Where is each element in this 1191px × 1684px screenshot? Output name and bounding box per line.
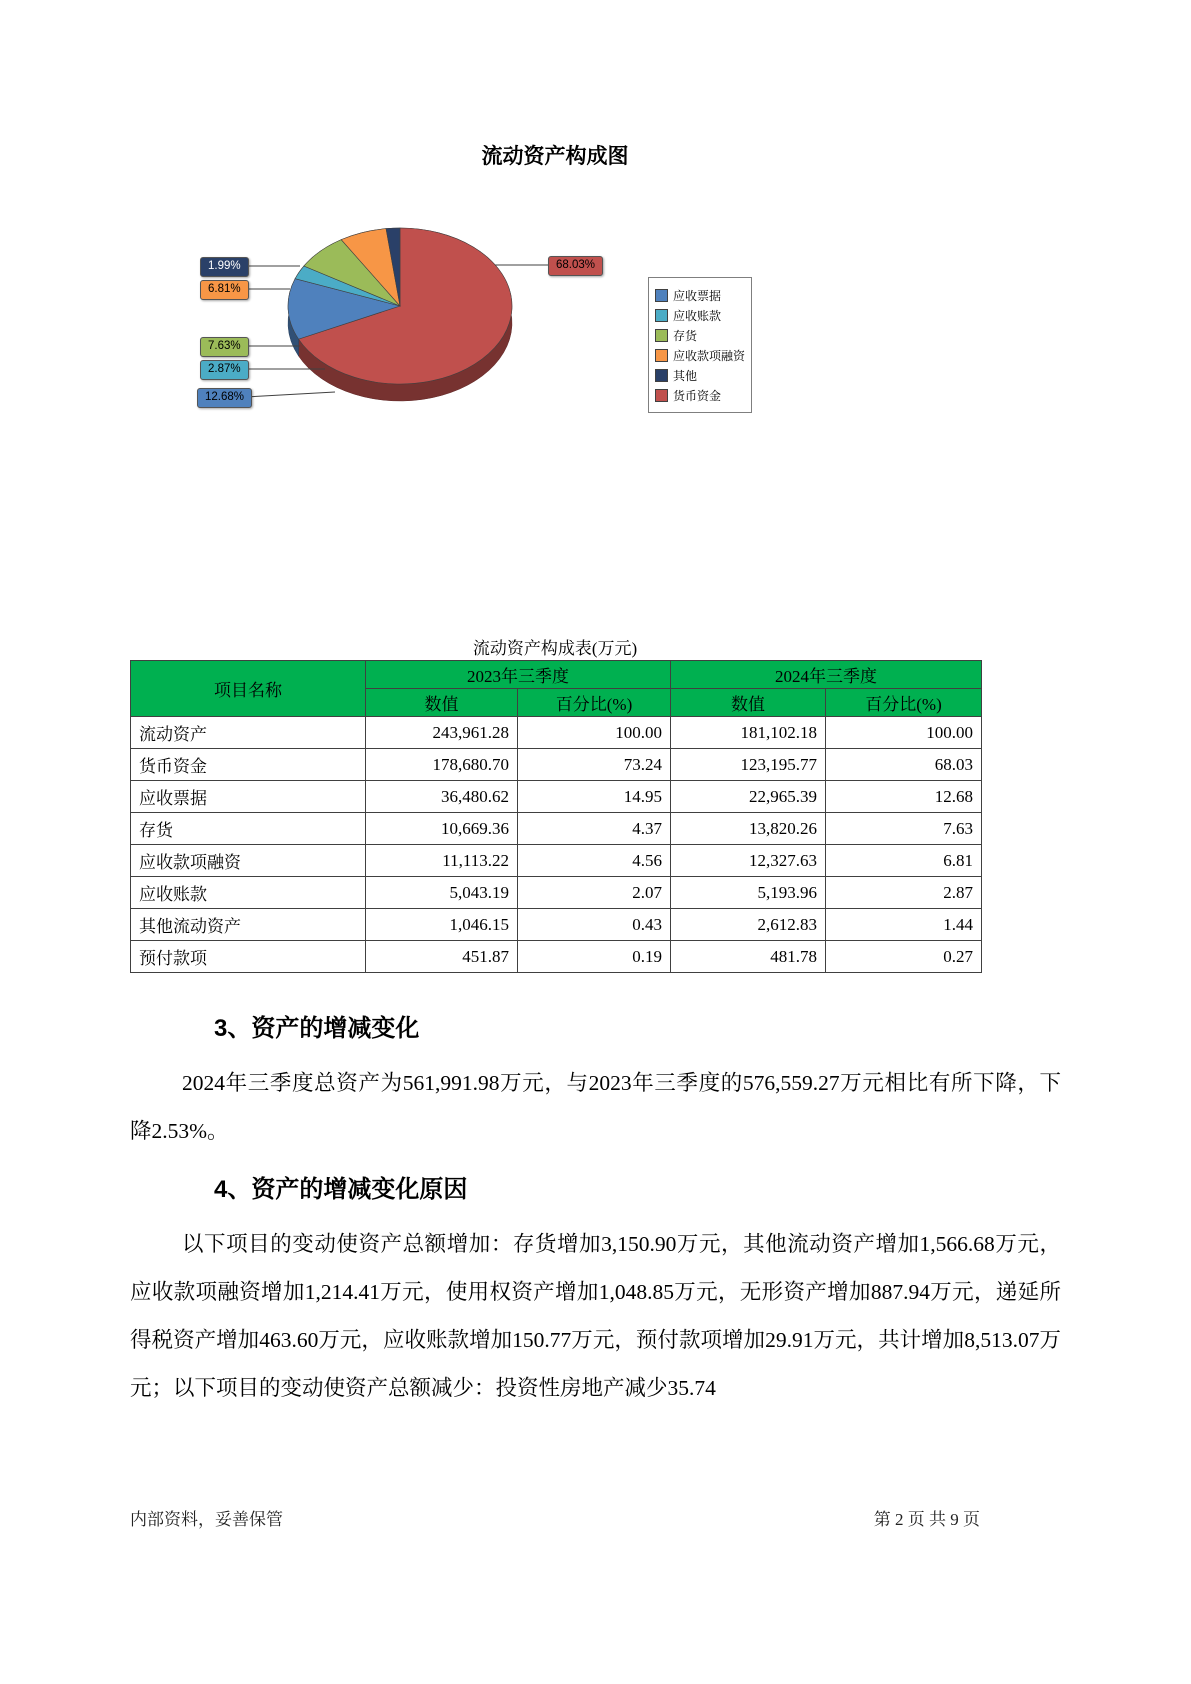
table-cell: 1.44 xyxy=(826,909,982,941)
chart-legend xyxy=(648,277,752,413)
table-cell: 货币资金 xyxy=(131,749,366,781)
table-cell: 4.37 xyxy=(518,813,671,845)
legend-item xyxy=(655,345,745,365)
current-assets-table xyxy=(130,660,982,973)
table-cell: 68.03 xyxy=(826,749,982,781)
table-cell: 100.00 xyxy=(826,717,982,749)
table-header-value-2024: 数值 xyxy=(671,689,826,717)
table-cell: 应收票据 xyxy=(131,781,366,813)
legend-label: 存货 xyxy=(673,328,698,343)
legend-swatch-icon xyxy=(655,389,668,402)
pie-percent-label: 68.03% xyxy=(548,256,603,276)
legend-swatch-icon xyxy=(655,289,668,302)
table-cell: 0.27 xyxy=(826,941,982,973)
document-body xyxy=(130,998,1061,1426)
section-heading-4: 4、资产的增减变化原因 xyxy=(214,1176,468,1203)
table-cell: 应收款项融资 xyxy=(131,845,366,877)
table-cell: 36,480.62 xyxy=(366,781,518,813)
table-cell: 481.78 xyxy=(671,941,826,973)
legend-item xyxy=(655,365,745,385)
legend-label: 应收款项融资 xyxy=(673,348,746,363)
table-cell: 其他流动资产 xyxy=(131,909,366,941)
table-cell: 11,113.22 xyxy=(366,845,518,877)
table-cell: 123,195.77 xyxy=(671,749,826,781)
table-cell: 2,612.83 xyxy=(671,909,826,941)
table-cell: 12,327.63 xyxy=(671,845,826,877)
table-row xyxy=(131,845,982,877)
footer-confidential-note: 内部资料，妥善保管 xyxy=(130,1510,283,1529)
table-row xyxy=(131,877,982,909)
pie-percent-label: 2.87% xyxy=(200,360,249,380)
table-header-item: 项目名称 xyxy=(131,661,366,717)
table-cell: 5,043.19 xyxy=(366,877,518,909)
legend-label: 应收票据 xyxy=(673,288,722,303)
table-cell: 4.56 xyxy=(518,845,671,877)
pie-percent-label: 1.99% xyxy=(200,257,249,277)
footer-page-number: 第 2 页 共 9 页 xyxy=(873,1510,980,1529)
table-cell: 应收账款 xyxy=(131,877,366,909)
table-cell: 5,193.96 xyxy=(671,877,826,909)
table-cell: 存货 xyxy=(131,813,366,845)
section-paragraph-3: 2024年三季度总资产为561,991.98万元，与2023年三季度的576,559.27万元相比有所下降，下降2.53%。 xyxy=(130,1071,1061,1143)
table-row xyxy=(131,813,982,845)
table-row xyxy=(131,717,982,749)
legend-swatch-icon xyxy=(655,349,668,362)
table-header-2023: 2023年三季度 xyxy=(366,661,671,689)
table-cell: 181,102.18 xyxy=(671,717,826,749)
table-row xyxy=(131,749,982,781)
table-cell: 14.95 xyxy=(518,781,671,813)
page-footer xyxy=(130,1505,980,1530)
legend-swatch-icon xyxy=(655,369,668,382)
table-cell: 12.68 xyxy=(826,781,982,813)
table-cell: 100.00 xyxy=(518,717,671,749)
table-cell: 流动资产 xyxy=(131,717,366,749)
table-cell: 22,965.39 xyxy=(671,781,826,813)
table-cell: 243,961.28 xyxy=(366,717,518,749)
pie-percent-label: 7.63% xyxy=(200,337,249,357)
section-paragraph-4: 以下项目的变动使资产总额增加：存货增加3,150.90万元，其他流动资产增加1,566.68万元，应收款项融资增加1,214.41万元，使用权资产增加1,048.85万元，无形资产增加887.94万元，递延所得税资产增加463.60万元，应收账款增加150.77万元，预付款项增加29.91万元，共计增加8,513.07万元；以下项目的变动使资产总额减少：投资性房地产减少35.74 xyxy=(130,1232,1061,1400)
pie-percent-label: 12.68% xyxy=(197,388,252,408)
table-cell: 10,669.36 xyxy=(366,813,518,845)
table-title: 流动资产构成表(万元) xyxy=(472,639,638,658)
table-header-percent-2023: 百分比(%) xyxy=(518,689,671,717)
table-cell: 2.87 xyxy=(826,877,982,909)
legend-item xyxy=(655,385,745,405)
table-cell: 1,046.15 xyxy=(366,909,518,941)
table-cell: 178,680.70 xyxy=(366,749,518,781)
table-cell: 0.43 xyxy=(518,909,671,941)
table-cell: 6.81 xyxy=(826,845,982,877)
table-row xyxy=(131,941,982,973)
table-header-value-2023: 数值 xyxy=(366,689,518,717)
legend-label: 应收账款 xyxy=(673,308,722,323)
chart-title: 流动资产构成图 xyxy=(481,145,629,168)
table-cell: 73.24 xyxy=(518,749,671,781)
table-cell: 13,820.26 xyxy=(671,813,826,845)
table-cell: 预付款项 xyxy=(131,941,366,973)
table-cell: 0.19 xyxy=(518,941,671,973)
legend-swatch-icon xyxy=(655,329,668,342)
table-cell: 2.07 xyxy=(518,877,671,909)
table-row xyxy=(131,781,982,813)
legend-swatch-icon xyxy=(655,309,668,322)
legend-label: 货币资金 xyxy=(673,388,722,403)
table-header-percent-2024: 百分比(%) xyxy=(826,689,982,717)
table-row xyxy=(131,909,982,941)
legend-label: 其他 xyxy=(673,368,698,383)
table-cell: 451.87 xyxy=(366,941,518,973)
table-header-2024: 2024年三季度 xyxy=(671,661,982,689)
pie-percent-label: 6.81% xyxy=(200,280,249,300)
table-cell: 7.63 xyxy=(826,813,982,845)
legend-item xyxy=(655,285,745,305)
legend-item xyxy=(655,325,745,345)
legend-item xyxy=(655,305,745,325)
section-heading-3: 3、资产的增减变化 xyxy=(214,1015,420,1042)
